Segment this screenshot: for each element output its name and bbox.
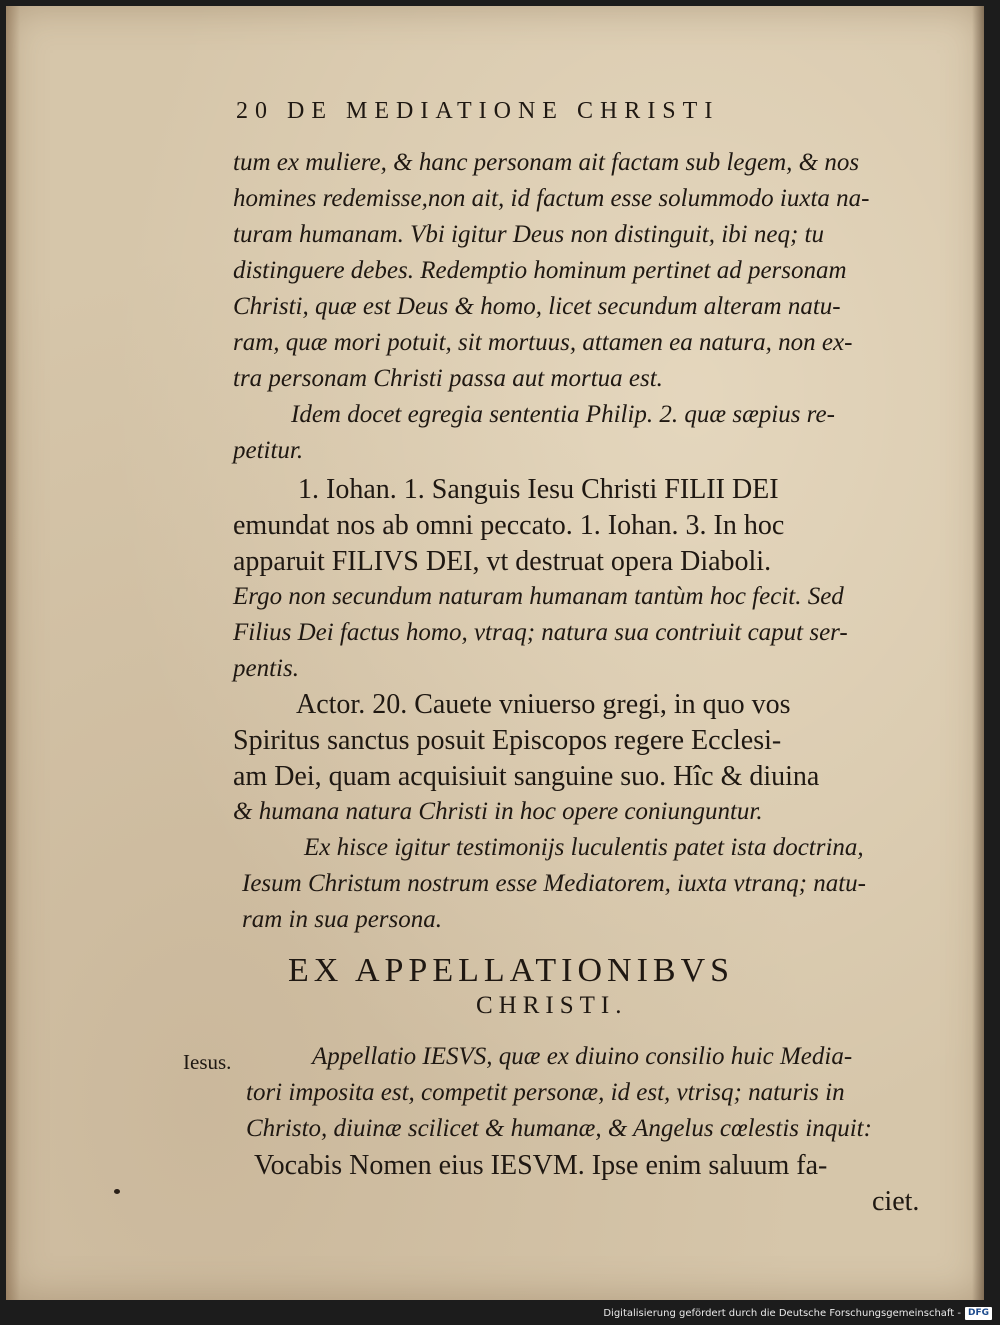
text-line: & humana natura Christi in hoc opere coniunguntur. [233, 798, 763, 825]
text-line: ram, quæ mori potuit, sit mortuus, attamen ea natura, non ex- [233, 329, 853, 356]
catchword: ciet. [872, 1186, 920, 1217]
text-line: distinguere debes. Redemptio hominum pertinet ad personam [233, 257, 847, 284]
text-line: Ergo non secundum naturam humanam tantùm hoc fecit. Sed [233, 583, 844, 610]
ink-spot [114, 1189, 120, 1194]
text-line: 1. Iohan. 1. Sanguis Iesu Christi FILII DEI [298, 474, 779, 505]
footer-credit: Digitalisierung gefördert durch die Deutsche Forschungsgemeinschaft - [603, 1307, 961, 1319]
text-line: ram in sua persona. [242, 906, 443, 933]
text-line: Filius Dei factus homo, vtraq; natura sua contriuit caput ser- [233, 619, 848, 646]
text-line: tum ex muliere, & hanc personam ait factam sub legem, & nos [233, 149, 860, 176]
text-line: pentis. [233, 655, 299, 682]
running-head: 20 DE MEDIATIONE CHRISTI [236, 98, 720, 124]
dfg-logo: DFG [965, 1307, 992, 1320]
text-line: Iesum Christum nostrum esse Mediatorem, iuxta vtranq; natu- [242, 870, 867, 897]
text-line: tori imposita est, competit personæ, id est, vtrisq; naturis in [246, 1079, 845, 1106]
margin-note: Iesus. [183, 1050, 232, 1074]
page-shadow-right [972, 6, 984, 1300]
text-line: Appellatio IESVS, quæ ex diuino consilio huic Media- [312, 1043, 853, 1070]
text-line: Actor. 20. Cauete vniuerso gregi, in quo vos [296, 689, 791, 720]
text-line: Christo, diuinæ scilicet & humanæ, & Angelus cœlestis inquit: [246, 1115, 872, 1142]
text-line: Ex hisce igitur testimonijs luculentis patet ista doctrina, [304, 834, 864, 861]
text-line: turam humanam. Vbi igitur Deus non distinguit, ibi neq; tu [233, 221, 824, 248]
text-line: emundat nos ab omni peccato. 1. Iohan. 3. In hoc [233, 510, 785, 541]
section-subtitle: CHRISTI. [476, 992, 628, 1019]
text-line: Vocabis Nomen eius IESVM. Ipse enim saluum fa- [254, 1150, 828, 1181]
text-line: Christi, quæ est Deus & homo, licet secundum alteram natu- [233, 293, 841, 320]
book-page [6, 6, 984, 1300]
page-shadow-left [6, 6, 20, 1300]
text-line: Idem docet egregia sententia Philip. 2. quæ sæpius re- [291, 401, 835, 428]
text-line: petitur. [233, 437, 304, 464]
text-line: am Dei, quam acquisiuit sanguine suo. Hîc & diuina [233, 761, 820, 792]
digitization-footer [603, 1305, 992, 1321]
text-line: Spiritus sanctus posuit Episcopos regere Ecclesi- [233, 725, 782, 756]
section-title: EX APPELLATIONIBVS [288, 952, 735, 989]
text-line: tra personam Christi passa aut mortua est. [233, 365, 663, 392]
text-line: apparuit FILIVS DEI, vt destruat opera Diaboli. [233, 546, 772, 577]
text-line: homines redemisse,non ait, id factum esse solummodo iuxta na- [233, 185, 870, 212]
